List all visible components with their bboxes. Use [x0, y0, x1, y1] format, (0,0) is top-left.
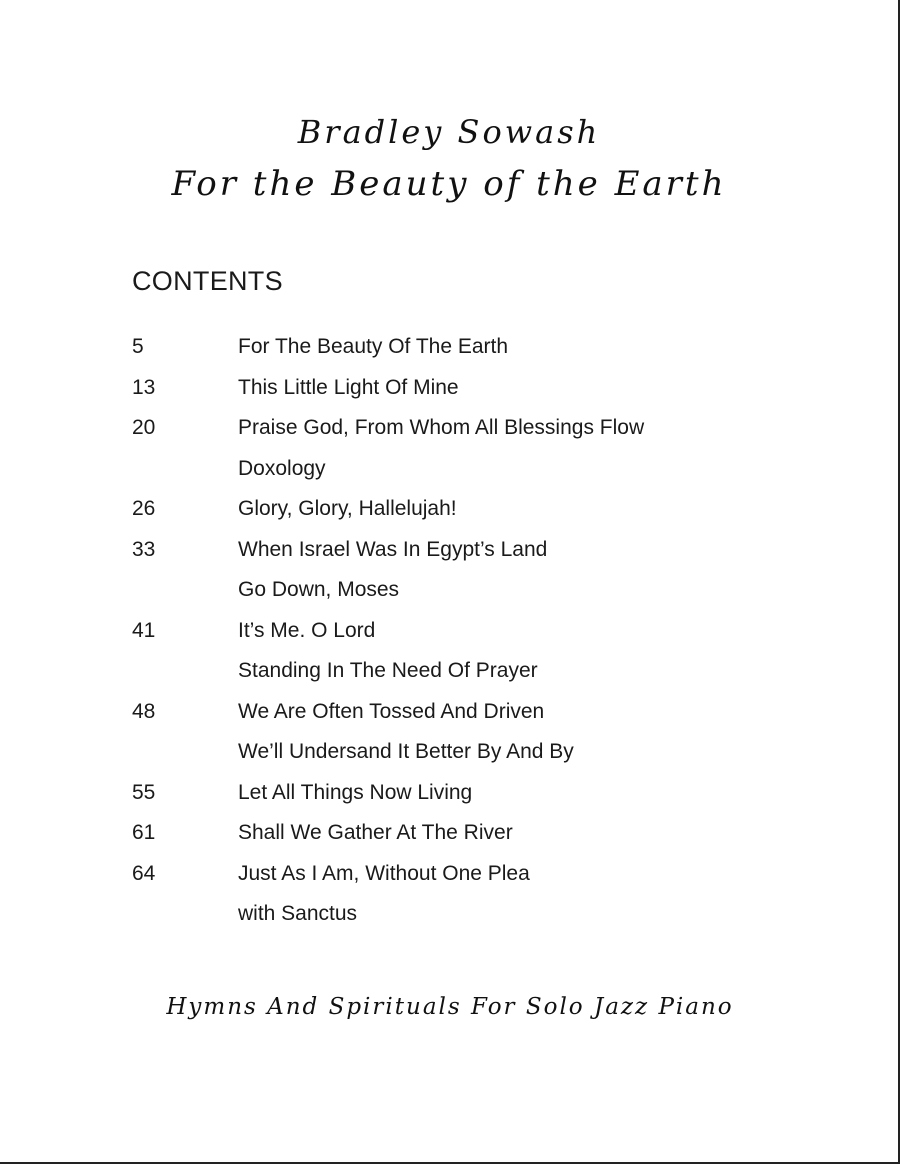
- toc-page-number: 13: [132, 375, 156, 399]
- toc-page-number: 20: [132, 416, 156, 439]
- book-subtitle: Hymns And Spirituals For Solo Jazz Piano: [166, 994, 734, 1020]
- toc-page-number: 5: [132, 335, 144, 358]
- toc-row: [132, 732, 752, 773]
- toc-title: For The Beauty Of The Earth: [238, 335, 509, 358]
- toc-row: [132, 651, 752, 692]
- toc-title: Glory, Glory, Hallelujah!: [238, 497, 457, 520]
- book-title: For the Beauty of the Earth: [171, 164, 727, 204]
- toc-title: We Are Often Tossed And Driven: [238, 699, 545, 723]
- toc-row: [132, 813, 752, 854]
- toc-page-number: 26: [132, 497, 156, 520]
- toc-title: Go Down, Moses: [238, 578, 400, 601]
- toc-row: [132, 773, 752, 814]
- toc-title: with Sanctus: [238, 902, 358, 925]
- table-of-contents: [132, 327, 752, 935]
- toc-title: When Israel Was In Egypt’s Land: [238, 537, 548, 561]
- toc-title: Shall We Gather At The River: [238, 821, 513, 844]
- toc-row: [132, 489, 752, 530]
- toc-title: It’s Me. O Lord: [238, 618, 376, 642]
- toc-page-number: 41: [132, 618, 156, 642]
- toc-row: [132, 611, 752, 652]
- author-name: Bradley Sowash: [297, 113, 601, 151]
- toc-title: Just As I Am, Without One Plea: [238, 861, 530, 885]
- toc-title: We’ll Undersand It Better By And By: [238, 740, 574, 763]
- toc-row: [132, 894, 752, 935]
- toc-page-number: 33: [132, 537, 156, 561]
- title-block: [0, 108, 900, 212]
- toc-page-number: 48: [132, 699, 156, 723]
- toc-row: [132, 327, 752, 368]
- toc-title: Doxology: [238, 456, 326, 480]
- toc-row: [132, 570, 752, 611]
- toc-title: Let All Things Now Living: [238, 780, 473, 804]
- toc-row: [132, 854, 752, 895]
- toc-title: Praise God, From Whom All Blessings Flow: [238, 416, 645, 439]
- toc-row: [132, 449, 752, 490]
- toc-page-number: 64: [132, 861, 156, 885]
- toc-row: [132, 408, 752, 449]
- toc-title: This Little Light Of Mine: [238, 375, 459, 399]
- toc-page-number: 55: [132, 780, 156, 804]
- toc-row: [132, 692, 752, 733]
- toc-page-number: 61: [132, 821, 156, 844]
- contents-heading: CONTENTS: [132, 266, 283, 296]
- toc-title: Standing In The Need Of Prayer: [238, 659, 538, 682]
- toc-row: [132, 368, 752, 409]
- toc-row: [132, 530, 752, 571]
